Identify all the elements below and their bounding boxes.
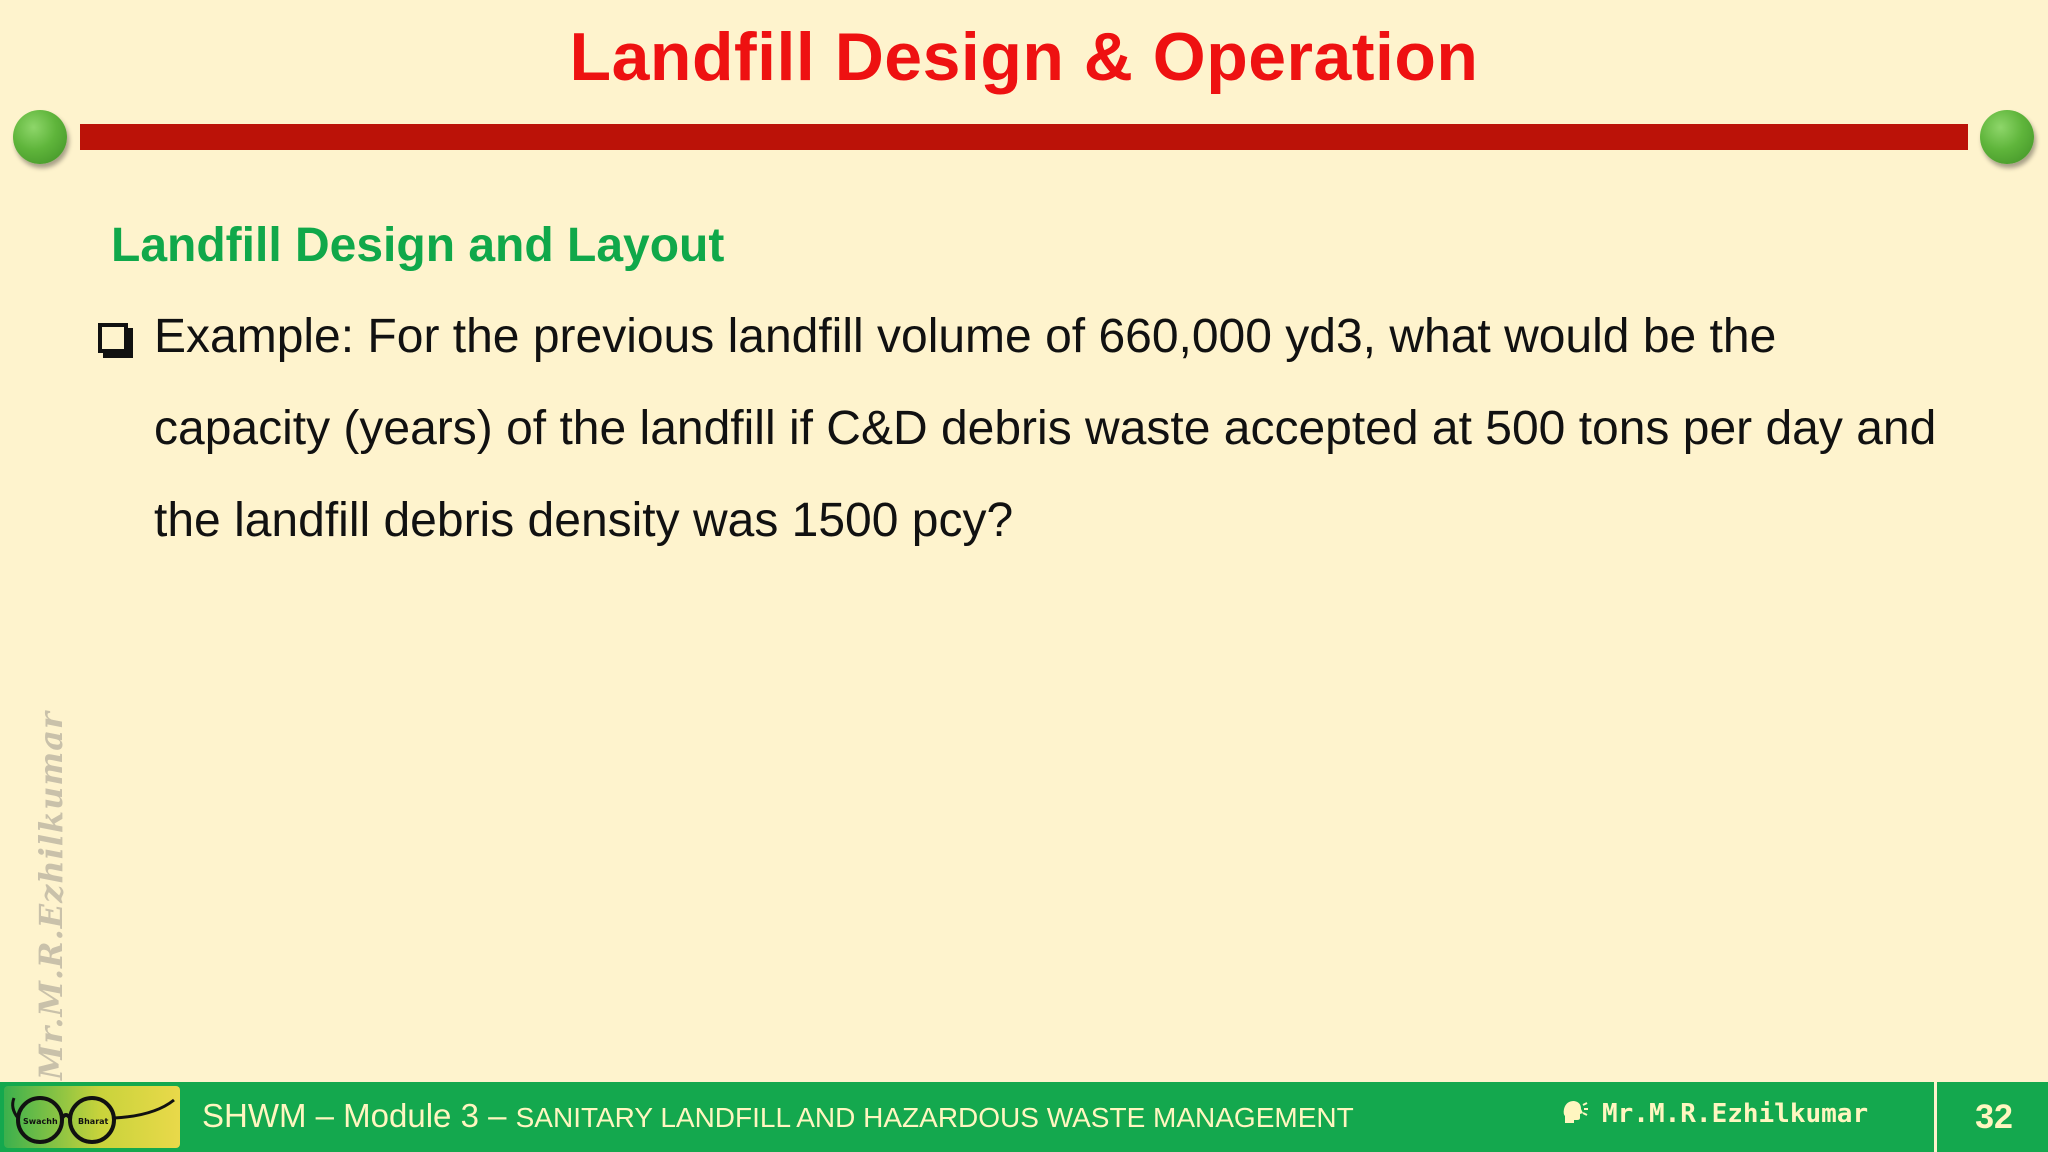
head-speaking-icon: [1562, 1099, 1588, 1132]
page-number: 32: [1975, 1098, 2013, 1136]
author-name: Mr.M.R.Ezhilkumar: [1602, 1099, 1869, 1129]
green-ball-right-icon: [1980, 110, 2034, 164]
swachh-bharat-logo: [4, 1086, 180, 1148]
green-ball-left-icon: [13, 110, 67, 164]
slide-title: Landfill Design & Operation: [569, 19, 1479, 95]
title-rule: [80, 124, 1968, 150]
logo-text-right: Bharat: [78, 1117, 109, 1126]
footer-divider: [1934, 1082, 1937, 1152]
footer-module-label: [202, 1097, 1354, 1135]
checkbox-bullet-icon: [98, 323, 128, 353]
module-title: SANITARY LANDFILL AND HAZARDOUS WASTE MANAGEMENT: [515, 1102, 1354, 1133]
author-watermark: Mr.M.R.Ezhilkumar: [32, 711, 70, 1080]
logo-text-left: Swachh: [23, 1117, 58, 1126]
bullet-text: Example: For the previous landfill volume of 660,000 yd3, what would be the capacity (years) of the landfill if C&D debris waste accepted at 500 tons per day and the landfill debris density was 1500 pcy?: [154, 310, 1937, 547]
section-subtitle: Landfill Design and Layout: [111, 219, 725, 272]
footer-author: [1562, 1099, 1868, 1132]
module-prefix: SHWM – Module 3 –: [202, 1097, 516, 1134]
footer-bar: [0, 1082, 2048, 1152]
